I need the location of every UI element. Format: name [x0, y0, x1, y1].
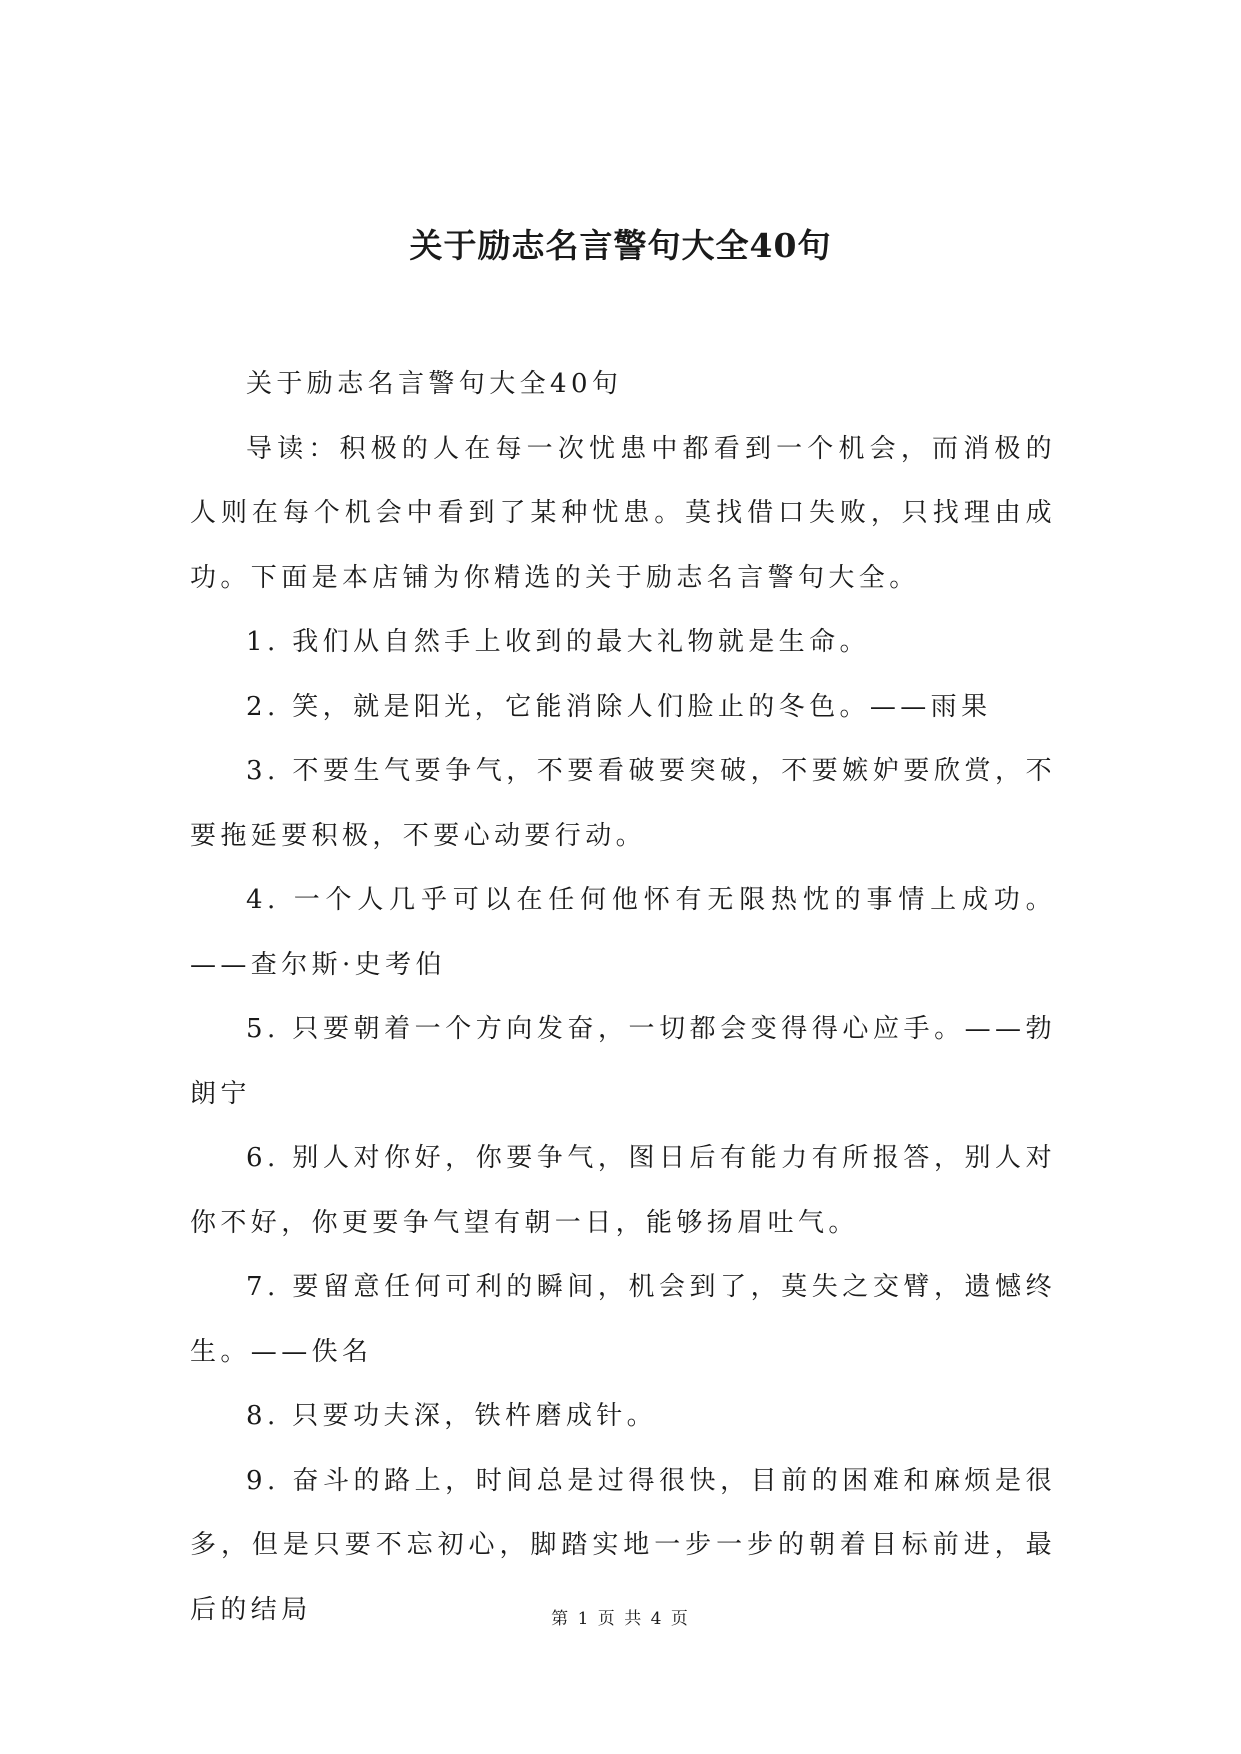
quote-item-7: 7. 要留意任何可利的瞬间，机会到了，莫失之交臂，遗憾终生。——佚名 [190, 1272, 1056, 1367]
quote-item-9: 9. 奋斗的路上，时间总是过得很快，目前的困难和麻烦是很多，但是只要不忘初心，脚踏实地一步一步的朝着目标前进，最后的结局 [190, 1465, 1056, 1625]
quote-item-4: 4. 一个人几乎可以在任何他怀有无限热忱的事情上成功。 ——查尔斯·史考伯 [190, 885, 1056, 980]
page-number-footer: 第 1 页 共 4 页 [551, 1609, 690, 1629]
quote-item-8: 8. 只要功夫深，铁杵磨成针。 [246, 1401, 658, 1431]
paragraph-intro: 导读：积极的人在每一次忧患中都看到一个机会，而消极的人则在每个机会中看到了某种忧患。莫找借口失败，只找理由成功。下面是本店铺为你精选的关于励志名言警句大全。 [190, 433, 1056, 593]
document-body [190, 352, 1056, 1642]
quote-item-5: 5. 只要朝着一个方向发奋，一切都会变得得心应手。——勃朗宁 [190, 1014, 1056, 1109]
paragraph-subtitle: 关于励志名言警句大全40句 [246, 369, 623, 399]
quote-item-1: 1. 我们从自然手上收到的最大礼物就是生命。 [246, 627, 870, 657]
quote-item-6: 6. 别人对你好，你要争气，图日后有能力有所报答，别人对你不好，你更要争气望有朝一日，能够扬眉吐气。 [190, 1143, 1056, 1238]
document-title: 关于励志名言警句大全40句 [409, 226, 832, 265]
quote-item-2: 2. 笑，就是阳光，它能消除人们脸止的冬色。——雨果 [246, 691, 992, 722]
quote-item-3: 3. 不要生气要争气，不要看破要突破，不要嫉妒要欣赏，不要拖延要积极，不要心动要行动。 [190, 756, 1056, 851]
